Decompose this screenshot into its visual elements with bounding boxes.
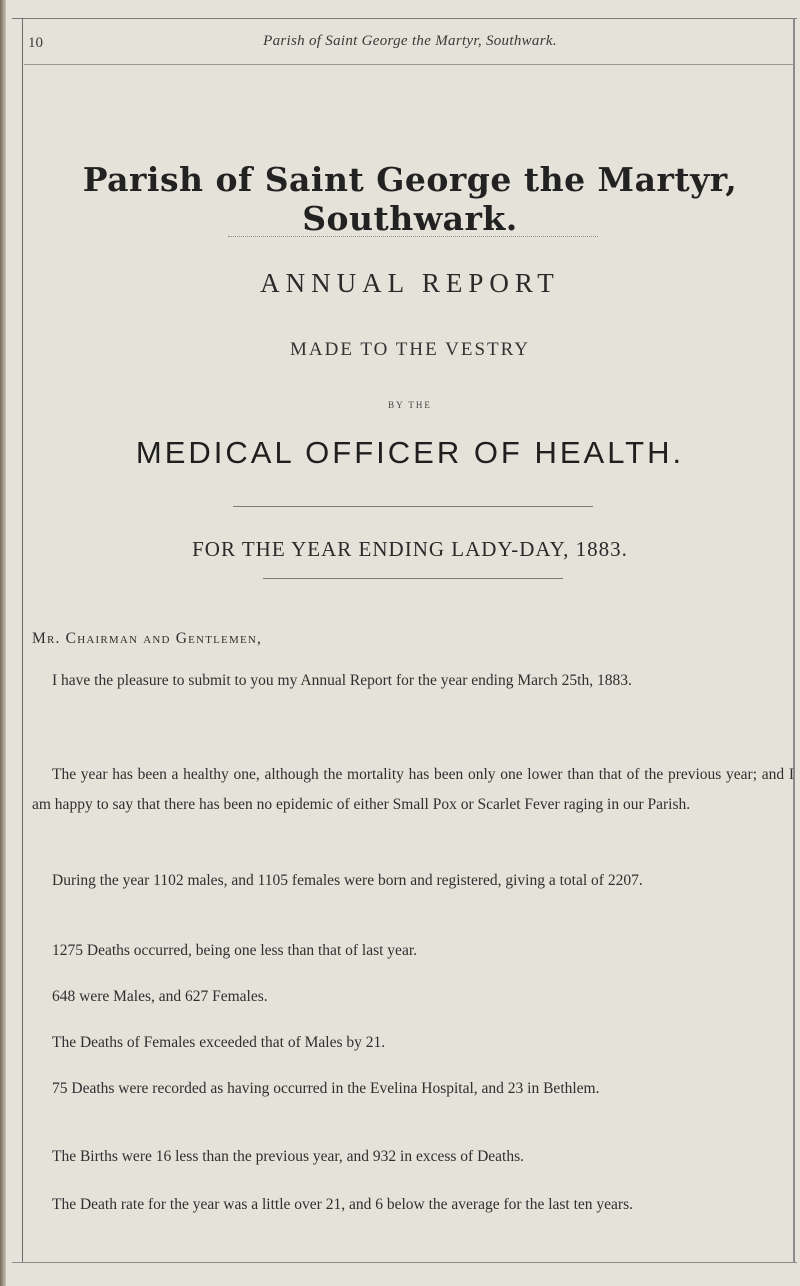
parish-title: Parish of Saint George the Martyr, Southwark. [82, 160, 738, 238]
paragraph-4: 1275 Deaths occurred, being one less than that of last year. [52, 942, 417, 959]
made-to-vestry: MADE TO THE VESTRY [290, 339, 530, 360]
year-ending-line: FOR THE YEAR ENDING LADY-DAY, 1883. [192, 537, 628, 561]
paragraph-6: The Deaths of Females exceeded that of Males by 21. [52, 1034, 386, 1051]
dotted-rule [228, 236, 598, 237]
by-the-label: BY THE [388, 400, 432, 410]
page-number: 10 [28, 35, 43, 51]
page-edge-shadow [0, 0, 6, 1286]
running-head: Parish of Saint George the Martyr, Southwark. [263, 33, 557, 49]
title-rule-upper [233, 506, 593, 507]
paragraph-8: The Births were 16 less than the previous year, and 932 in excess of Deaths. [52, 1148, 525, 1165]
officer-heading: MEDICAL OFFICER OF HEALTH. [135, 435, 685, 470]
paragraph-5: 648 were Males, and 627 Females. [52, 988, 268, 1005]
salutation: Mr. Chairman and Gentlemen, [32, 630, 263, 647]
frame-top-line [12, 18, 797, 19]
paragraph-1: I have the pleasure to submit to you my Annual Report for the year ending March 25th, 1883. [52, 672, 632, 689]
frame-bottom-line [12, 1262, 797, 1263]
paragraph-9: The Death rate for the year was a little over 21, and 6 below the average for the last ten years. [52, 1196, 634, 1213]
annual-report-heading: ANNUAL REPORT [260, 268, 560, 298]
paragraph-3: During the year 1102 males, and 1105 females were born and registered, giving a total of 2207. [52, 872, 643, 889]
frame-left-line [22, 18, 23, 1263]
paragraph-2: The year has been a healthy one, although the mortality has been only one lower than that of the previous year; and I am happy to say that there has been no epidemic of either Small Pox or Scarlet Fever raging in our Parish. [32, 766, 794, 813]
header-rule [24, 64, 794, 65]
title-rule-lower [263, 578, 563, 579]
paragraph-7: 75 Deaths were recorded as having occurred in the Evelina Hospital, and 23 in Bethlem. [52, 1080, 600, 1097]
